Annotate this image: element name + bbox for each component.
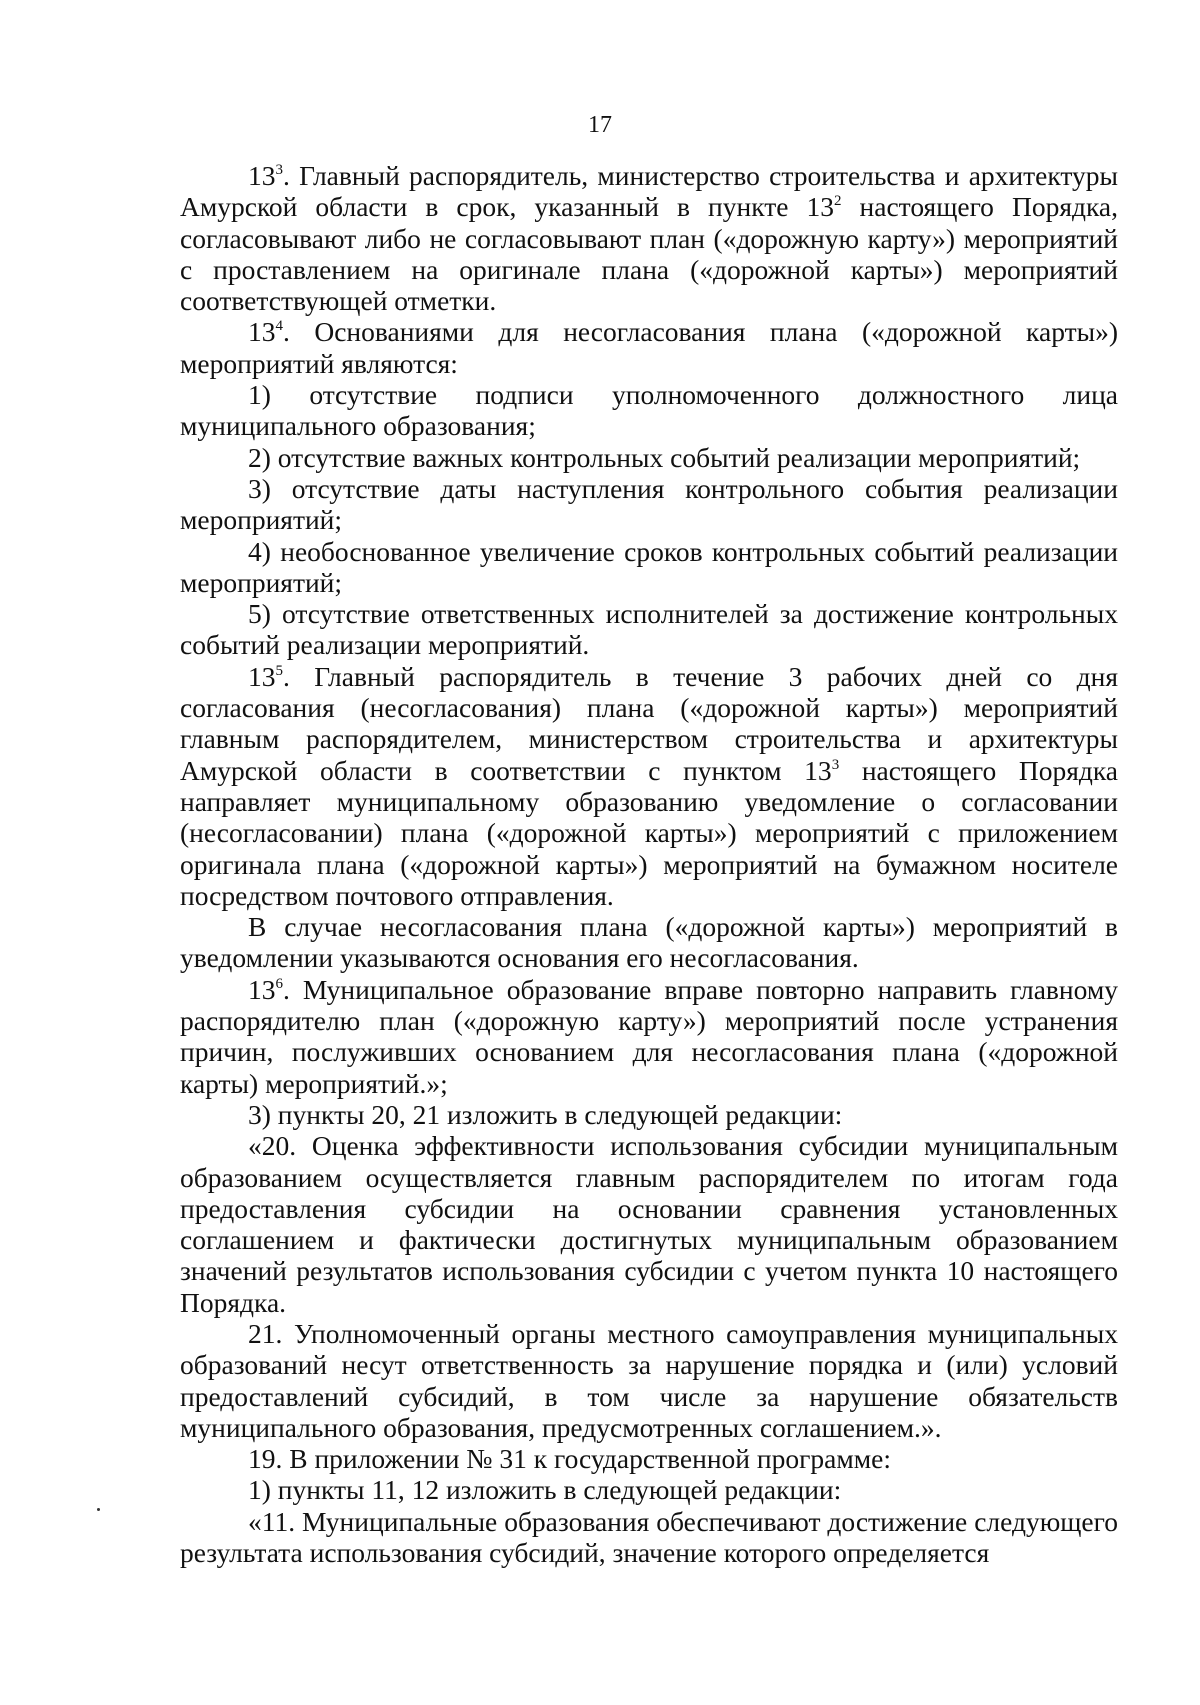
paragraph-text: . Основаниями для несогласования плана («дорожной карты») мероприятий являются: <box>180 316 1118 379</box>
clause-superscript: 6 <box>275 975 283 992</box>
amendment-item-1: 1) пункты 11, 12 изложить в следующей редакции: <box>248 1474 842 1506</box>
paragraph-text: . Муниципальное образование вправе повторно направить главному распорядителю план («дорожную карту») мероприятий после устранения причин, послуживших основанием для несогласования плана («дорожной карты) мероприятий.»; <box>180 973 1118 1099</box>
paragraph-13-4 <box>180 316 1118 379</box>
clause-superscript: 4 <box>275 318 283 335</box>
clause-number: 13 <box>248 973 276 1005</box>
list-item-1: 1) отсутствие подписи уполномоченного должностного лица муниципального образования; <box>180 379 1118 442</box>
paragraph-13-3 <box>180 160 1118 316</box>
clause-number: 13 <box>248 160 276 191</box>
clause-superscript: 3 <box>275 162 283 178</box>
paragraph-21: 21. Уполномоченный органы местного самоуправления муниципальных образований несут ответственность за нарушение порядка и (или) условий предоставлений субсидий, в том числе за нарушение обязательств муниципального образования, предусмотренных соглашением.». <box>180 1317 1118 1443</box>
paragraph-11: «11. Муниципальные образования обеспечивают достижение следующего результата использования субсидий, значение которого определяется <box>180 1505 1118 1569</box>
document-body <box>180 160 1118 1568</box>
paragraph-text: настоящего Порядка направляет муниципальному образованию уведомление о согласовании (несогласовании) плана («дорожной карты») мероприятий с приложением оригинала плана («дорожной карты») мероприятий на бумажном носителе посредством почтового отправления. <box>180 754 1118 911</box>
clause-number: 13 <box>248 316 276 348</box>
clause-superscript: 5 <box>275 662 283 679</box>
paragraph-20: «20. Оценка эффективности использования субсидии муниципальным образованием осуществляется главным распорядителем по итогам года предоставления субсидии на основании сравнения установленных соглашением и фактически достигнутых муниципальным образованием значений результатов использования субсидии с учетом пункта 10 настоящего Порядка. <box>180 1130 1118 1318</box>
section-19: 19. В приложении № 31 к государственной программе: <box>248 1443 892 1475</box>
paragraph-text: . Главный распорядитель в течение 3 рабочих дней со дня согласования (несогласования) плана («дорожной карты») мероприятий главным распорядителем, министерством строительства и архитектуры Амурской области в соответствии с пунктом 13 <box>180 660 1118 786</box>
scan-artifact-dot <box>97 1508 100 1511</box>
paragraph-13-5 <box>180 661 1118 911</box>
list-item-2: 2) отсутствие важных контрольных событий реализации мероприятий; <box>248 441 1081 473</box>
amendment-item-3: 3) пункты 20, 21 изложить в следующей редакции: <box>248 1098 843 1130</box>
list-item-5: 5) отсутствие ответственных исполнителей за достижение контрольных событий реализации мероприятий. <box>180 598 1118 661</box>
paragraph-text: настоящего Порядка, согласовывают либо не согласовывают план («дорожную карту») мероприятий с проставлением на оригинале плана («дорожной карты») мероприятий соответствующей отметки. <box>180 191 1118 317</box>
clause-number: 13 <box>248 660 276 692</box>
paragraph-text: . Главный распорядитель, министерство строительства и архитектуры Амурской области в срок, указанный в пункте 13 <box>180 160 1118 223</box>
reference-superscript: 2 <box>834 193 842 210</box>
list-item-4: 4) необоснованное увеличение сроков контрольных событий реализации мероприятий; <box>180 535 1118 598</box>
paragraph-disapproval-case: В случае несогласования плана («дорожной карты») мероприятий в уведомлении указываются основания его несогласования. <box>180 911 1118 974</box>
page-number: 17 <box>588 112 612 138</box>
list-item-3: 3) отсутствие даты наступления контрольного события реализации мероприятий; <box>180 472 1118 536</box>
reference-superscript: 3 <box>831 756 840 773</box>
paragraph-13-6 <box>180 974 1118 1099</box>
